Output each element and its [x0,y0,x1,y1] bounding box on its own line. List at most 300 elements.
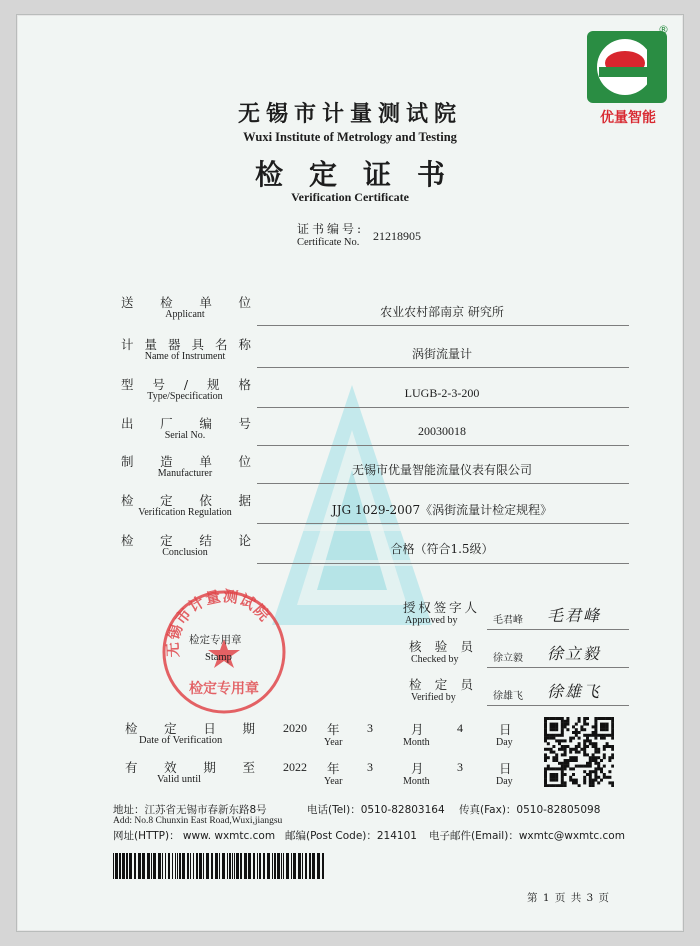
qr-module [575,751,578,754]
stamp-inner-text: 检定专用章 [189,681,259,697]
field-label-en: Applicant [165,309,205,320]
qr-module [552,773,555,776]
qr-module [586,745,589,748]
qr-module [564,739,567,742]
qr-module [555,723,558,726]
qr-module [555,779,558,782]
cert-no-label-cn: 证书编号: [297,222,365,236]
qr-module [592,770,595,773]
qr-module [555,776,558,779]
qr-module [547,748,550,751]
footer-fax: 传真(Fax)：0510-82805098 [459,804,601,816]
qr-module [564,767,567,770]
qr-module [558,767,561,770]
qr-module [558,717,561,720]
qr-module [594,725,597,728]
qr-module [552,728,555,731]
date-day-unit-cn: 日 [499,761,512,776]
qr-module [547,734,550,737]
field-label-cn: 计量器具名称 [121,337,251,352]
qr-module [606,728,609,731]
qr-module [603,748,606,751]
qr-module [608,770,611,773]
barcode-bar [229,853,231,879]
barcode-bar [267,853,270,879]
qr-module [600,723,603,726]
qr-module [589,734,592,737]
qr-module [578,717,581,720]
qr-module [552,751,555,754]
signature-name: 毛君峰 [493,615,523,626]
date-day: 3 [457,760,463,774]
qr-module [564,765,567,768]
qr-module [575,723,578,726]
qr-module [566,728,569,731]
qr-module [594,751,597,754]
qr-module [589,756,592,759]
qr-module [586,753,589,756]
qr-module [578,742,581,745]
qr-module [561,784,564,787]
qr-module [547,717,550,720]
qr-module [555,773,558,776]
qr-module [594,770,597,773]
barcode-bar [153,853,156,879]
barcode-bar [274,853,276,879]
qr-module [550,751,553,754]
qr-module [594,767,597,770]
qr-module [603,723,606,726]
field-underline [257,445,629,446]
qr-module [606,734,609,737]
qr-module [561,753,564,756]
qr-module [561,765,564,768]
qr-module [578,720,581,723]
qr-module [555,767,558,770]
barcode-bar [305,853,307,879]
barcode-bar [168,853,170,879]
qr-module [580,765,583,768]
qr-module [608,759,611,762]
qr-module [594,723,597,726]
qr-module [589,773,592,776]
qr-module [592,756,595,759]
qr-module [555,734,558,737]
qr-module [561,781,564,784]
stamp-label-en: Stamp [205,652,232,663]
field-label-en: Name of Instrument [144,351,226,362]
field-underline [257,483,629,484]
qr-module [572,781,575,784]
qr-module [566,762,569,765]
barcode-bar [309,853,311,879]
qr-module [611,756,614,759]
qr-module [552,745,555,748]
logo-registered-mark: ® [658,23,669,36]
barcode-bar [211,853,213,879]
date-year: 2022 [283,760,307,774]
qr-module [544,723,547,726]
qr-module [572,756,575,759]
qr-module [578,737,581,740]
qr-module [589,779,592,782]
qr-module [594,773,597,776]
qr-module [589,784,592,787]
qr-module [550,784,553,787]
signature-underline [487,667,629,668]
cert-no-label-en: Certificate No. [297,237,360,248]
qr-module [550,773,553,776]
qr-module [594,745,597,748]
qr-module [603,728,606,731]
qr-module [550,779,553,782]
barcode-bar [138,853,141,879]
qr-module [589,759,592,762]
qr-module [558,748,561,751]
signature-role-en: Approved by [405,615,458,626]
qr-module [572,725,575,728]
qr-module [575,765,578,768]
field-underline [257,523,629,524]
qr-module [592,784,595,787]
date-label-en: Valid until [157,774,202,785]
company-logo-icon [585,27,671,107]
qr-module [600,728,603,731]
qr-module [611,781,614,784]
qr-module [564,723,567,726]
date-label-cn: 有效期至 [125,760,255,775]
qr-module [594,756,597,759]
qr-module [597,781,600,784]
qr-module [606,745,609,748]
qr-module [597,756,600,759]
qr-module [544,770,547,773]
qr-module [594,759,597,762]
qr-module [583,753,586,756]
qr-module [611,737,614,740]
footer-web: 网址(HTTP)： www. wxmtc.com [113,830,276,842]
qr-module [552,784,555,787]
qr-module [608,745,611,748]
qr-module [555,756,558,759]
date-year-unit-en: Year [324,776,343,787]
qr-module [561,779,564,782]
qr-module [569,756,572,759]
barcode-bar [151,853,152,879]
qr-module [552,734,555,737]
signature-handwriting: 徐雄飞 [547,682,602,701]
barcode-bar [277,853,280,879]
qr-module [550,748,553,751]
qr-module [544,720,547,723]
qr-module [589,781,592,784]
field-underline [257,367,629,368]
barcode-bar [134,853,136,879]
signature-handwriting: 毛君峰 [547,606,602,625]
qr-module [586,773,589,776]
date-year: 2020 [283,721,307,735]
qr-module [611,784,614,787]
qr-module [600,770,603,773]
qr-module [555,725,558,728]
date-month: 3 [367,721,373,735]
qr-module [608,734,611,737]
barcode-bar [286,853,289,879]
field-label-en: Conclusion [162,547,208,558]
certificate-title-en: Verification Certificate [291,190,409,204]
qr-module [608,781,611,784]
qr-module [544,776,547,779]
qr-module [561,776,564,779]
qr-module [608,717,611,720]
barcode-bar [232,853,233,879]
field-label-cn: 型号/规格 [121,377,251,392]
qr-module [564,753,567,756]
qr-module [600,767,603,770]
qr-module [592,742,595,745]
barcode-bar [177,853,178,879]
qr-module [611,720,614,723]
qr-module [592,759,595,762]
qr-module [547,742,550,745]
qr-module [564,781,567,784]
qr-module [589,770,592,773]
qr-module [561,745,564,748]
qr-module [575,759,578,762]
qr-module [594,731,597,734]
qr-module [544,756,547,759]
qr-module [558,742,561,745]
qr-module [575,745,578,748]
qr-module [572,737,575,740]
qr-module [564,751,567,754]
qr-module [569,776,572,779]
qr-module [600,717,603,720]
qr-module [594,762,597,765]
qr-module [550,728,553,731]
qr-module [611,717,614,720]
barcode-bar [322,853,324,879]
field-label-en: Manufacturer [157,468,213,479]
qr-module [611,734,614,737]
barcode-bar [199,853,202,879]
qr-module [566,745,569,748]
certificate-page [16,14,684,932]
barcode-bar [190,853,191,879]
qr-module [555,753,558,756]
qr-module [611,723,614,726]
cert-no-value: 21218905 [373,229,421,243]
signature-role-en: Checked by [411,654,459,665]
qr-module [603,753,606,756]
qr-module [606,717,609,720]
qr-module [594,779,597,782]
institute-name-en: Wuxi Institute of Metrology and Testing [243,130,457,144]
qr-module [544,784,547,787]
barcode-bar [129,853,132,879]
qr-module [611,728,614,731]
qr-module [586,762,589,765]
field-label-en: Verification Regulation [138,507,232,518]
qr-module [564,720,567,723]
qr-module [583,734,586,737]
qr-module [564,748,567,751]
qr-module [569,739,572,742]
barcode-bar [283,853,284,879]
qr-code [544,717,614,787]
barcode-bar [119,853,121,879]
qr-module [583,779,586,782]
qr-module [594,748,597,751]
barcode-bar [253,853,255,879]
field-value: 无锡市优量智能流量仪表有限公司 [351,463,532,477]
footer-tel: 电话(Tel)：0510-82803164 [307,804,445,816]
qr-module [583,776,586,779]
qr-module [561,717,564,720]
qr-module [566,765,569,768]
barcode-bar [165,853,166,879]
qr-module [606,742,609,745]
qr-module [583,770,586,773]
barcode-bar [227,853,228,879]
qr-module [583,723,586,726]
qr-module [600,759,603,762]
qr-module [583,742,586,745]
qr-module [552,756,555,759]
qr-module [578,731,581,734]
qr-module [569,767,572,770]
footer-address: 地址：江苏省无锡市春新东路8号 [113,804,267,816]
qr-module [550,776,553,779]
qr-module [561,767,564,770]
qr-module [552,767,555,770]
qr-module [586,723,589,726]
qr-module [561,725,564,728]
footer-address-en: Add: No.8 Chunxin East Road,Wuxi,jiangsu [113,816,283,826]
qr-module [603,765,606,768]
qr-module [606,723,609,726]
qr-module [561,762,564,765]
qr-module [550,723,553,726]
barcode-bar [115,853,118,879]
qr-module [544,728,547,731]
barcode-bar [259,853,261,879]
qr-module [561,748,564,751]
qr-module [597,767,600,770]
barcode-bar [172,853,173,879]
qr-module [603,773,606,776]
institute-name-cn: 无锡市计量测试院 [237,101,462,127]
barcode-bar [142,853,145,879]
qr-module [575,728,578,731]
barcode-bar [257,853,258,879]
barcode [113,853,325,879]
qr-module [558,734,561,737]
qr-module [603,745,606,748]
barcode-bar [219,853,220,879]
barcode-bar [222,853,225,879]
qr-module [594,734,597,737]
barcode-bar [302,853,303,879]
qr-module [578,765,581,768]
qr-module [544,779,547,782]
qr-module [589,765,592,768]
qr-module [544,739,547,742]
qr-module [583,765,586,768]
date-month-unit-en: Month [403,776,430,787]
qr-module [552,725,555,728]
field-label-cn: 出厂编号 [121,416,251,431]
qr-module [547,784,550,787]
qr-module [580,748,583,751]
qr-module [558,739,561,742]
field-value: 合格（符合1.5级） [390,542,494,556]
qr-module [575,781,578,784]
qr-module [592,779,595,782]
date-month: 3 [367,760,373,774]
qr-module [580,728,583,731]
qr-module [586,765,589,768]
qr-module [578,745,581,748]
qr-module [550,725,553,728]
barcode-bar [272,853,273,879]
qr-module [566,717,569,720]
qr-module [544,731,547,734]
logo-text: 优量智能 [600,110,656,126]
barcode-bar [293,853,296,879]
qr-module [572,731,575,734]
qr-module [547,765,550,768]
qr-module [550,717,553,720]
certificate-title-cn: 检定证书 [254,158,471,191]
qr-module [552,779,555,782]
qr-module [569,748,572,751]
barcode-bar [234,853,235,879]
qr-module [594,717,597,720]
field-label-cn: 检定依据 [121,493,251,508]
field-underline [257,407,629,408]
date-day-unit-en: Day [496,776,513,787]
barcode-bar [187,853,189,879]
qr-module [550,737,553,740]
signature-role-cn: 检定员 [409,677,473,692]
qr-module [603,734,606,737]
footer-postcode: 邮编(Post Code)：214101 [285,830,417,842]
qr-module [578,751,581,754]
date-day-unit-en: Day [496,737,513,748]
qr-module [594,742,597,745]
qr-module [608,756,611,759]
barcode-bar [263,853,265,879]
qr-module [589,762,592,765]
qr-module [583,739,586,742]
qr-module [552,737,555,740]
qr-module [580,725,583,728]
qr-module [550,767,553,770]
qr-module [583,748,586,751]
signature-name: 徐立毅 [493,653,523,664]
qr-module [564,762,567,765]
qr-module [572,779,575,782]
qr-module [566,723,569,726]
qr-module [597,776,600,779]
qr-module [555,717,558,720]
qr-module [583,751,586,754]
barcode-bar [196,853,198,879]
stamp-ring-text: 无锡市计量测试院 [163,587,274,658]
qr-module [544,759,547,762]
qr-module [603,725,606,728]
